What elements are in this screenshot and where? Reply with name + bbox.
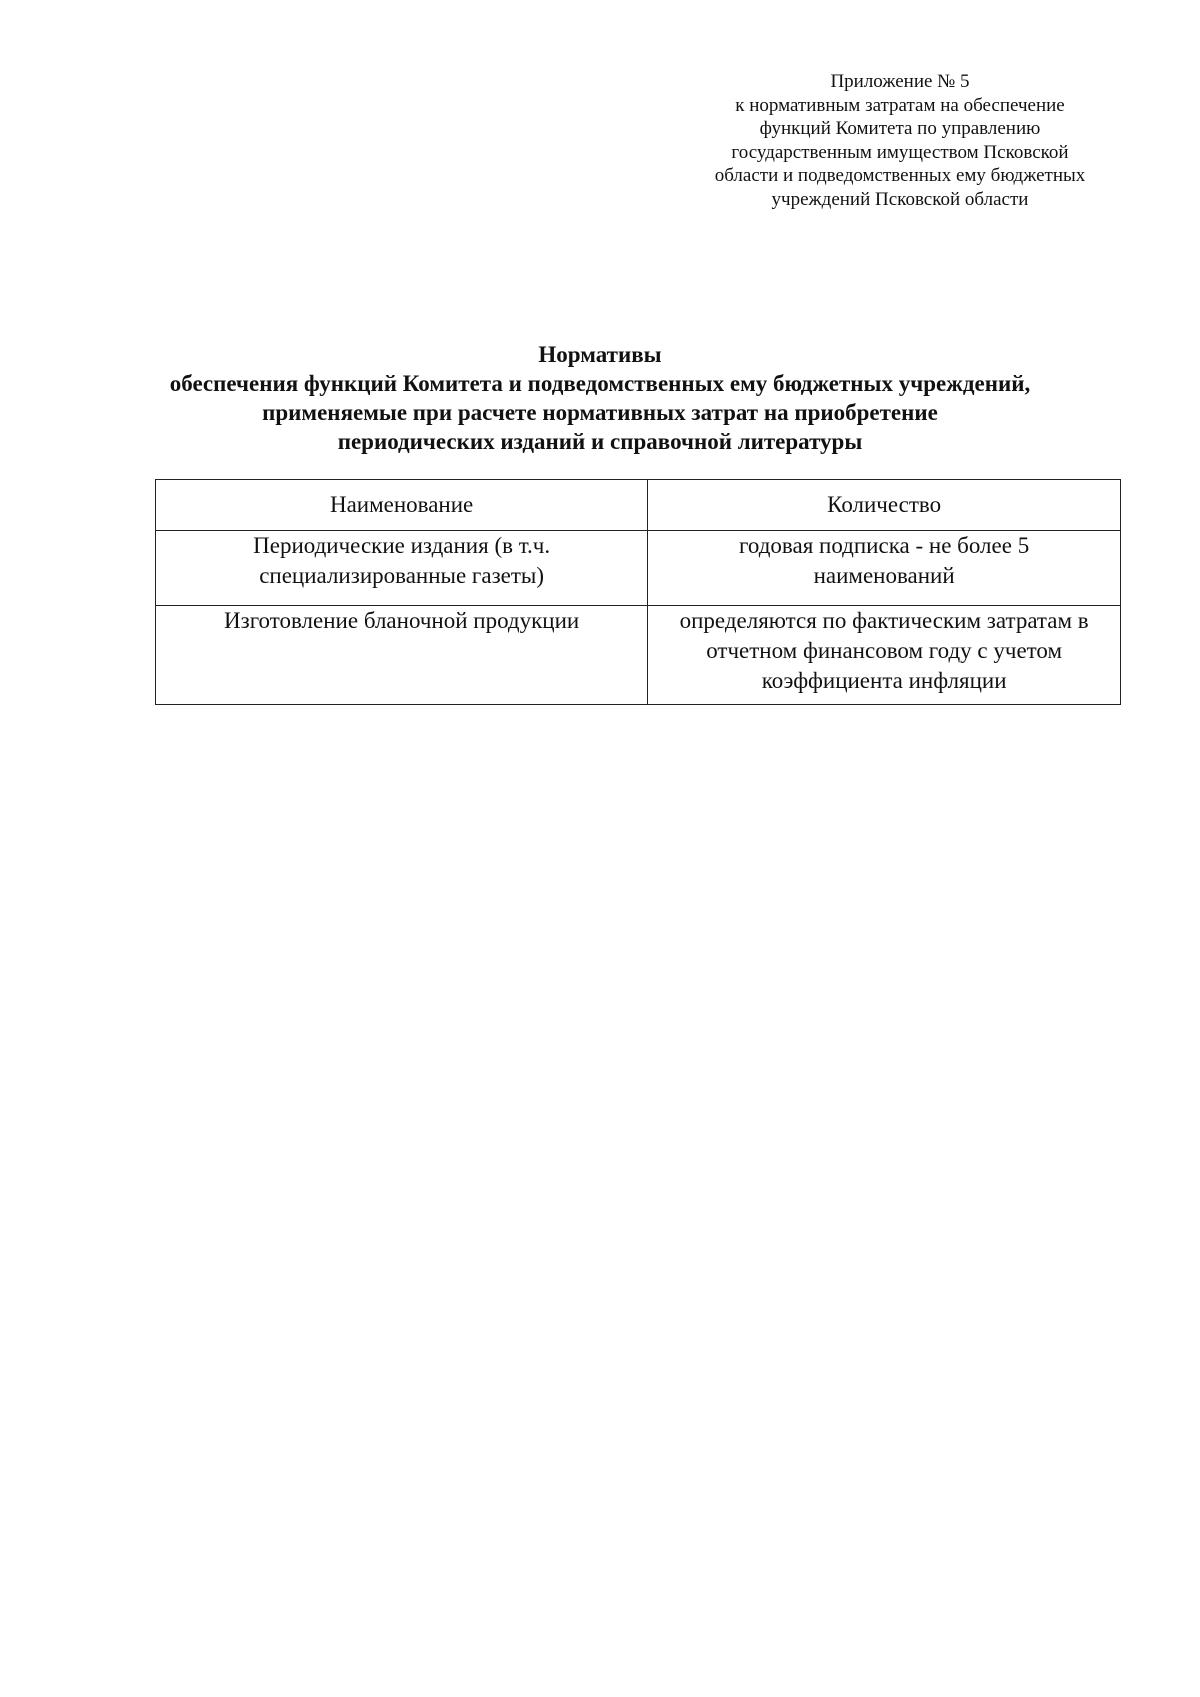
- cell-quantity: [648, 606, 1121, 705]
- appendix-line: государственным имуществом Псковской: [731, 141, 1069, 163]
- cell-line: специализированные газеты): [259, 563, 545, 588]
- header-quantity: Количество: [648, 480, 1121, 531]
- cell-line: коэффициента инфляции: [761, 668, 1007, 693]
- header-name: Наименование: [156, 480, 648, 531]
- title-line: Нормативы: [538, 342, 662, 367]
- appendix-line: области и подведомственных ему бюджетных: [714, 165, 1086, 186]
- norms-table: [155, 479, 1121, 705]
- appendix-line: функций Комитета по управлению: [759, 118, 1041, 139]
- table-row: [156, 531, 1121, 606]
- document-title: [100, 340, 1100, 456]
- appendix-reference: [690, 70, 1110, 211]
- cell-line: Периодические издания (в т.ч.: [253, 533, 551, 558]
- cell-name: [156, 531, 648, 606]
- cell-line: годовая подписка - не более 5: [739, 533, 1030, 558]
- appendix-line: к нормативным затратам на обеспечение: [735, 94, 1065, 116]
- appendix-line: Приложение № 5: [830, 71, 970, 92]
- title-line: периодических изданий и справочной литературы: [337, 429, 863, 454]
- table-row: [156, 606, 1121, 705]
- cell-line: определяются по фактическим затратам в: [679, 608, 1089, 633]
- title-line: обеспечения функций Комитета и подведомственных ему бюджетных учреждений,: [169, 371, 1031, 396]
- cell-line: отчетном финансовом году с учетом: [706, 638, 1063, 663]
- cell-line: наименований: [813, 563, 955, 588]
- table-header-row: [156, 480, 1121, 531]
- cell-line: Изготовление бланочной продукции: [224, 608, 580, 633]
- cell-quantity: [648, 531, 1121, 606]
- cell-name: [156, 606, 648, 705]
- title-line: применяемые при расчете нормативных затрат на приобретение: [262, 400, 938, 425]
- appendix-line: учреждений Псковской области: [771, 188, 1029, 210]
